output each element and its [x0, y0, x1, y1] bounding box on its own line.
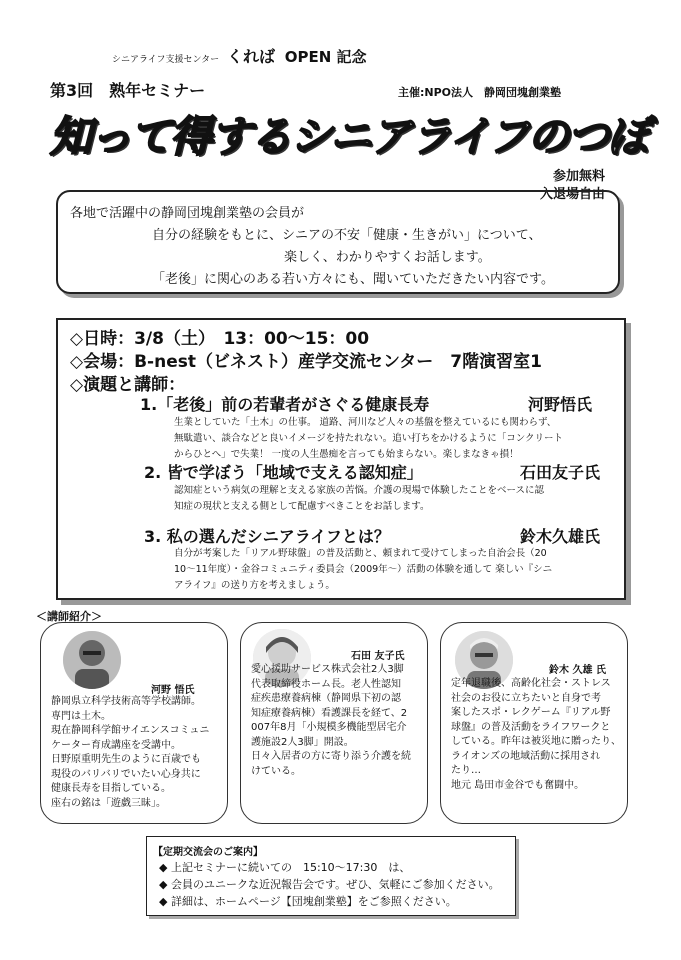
speaker-card-suzuki: [440, 622, 628, 824]
lecture-1-lecturer: 河野悟氏: [528, 395, 593, 414]
meeting-info-box: [146, 836, 516, 916]
event-info-box: [56, 318, 626, 600]
desc-line: 生業としていた「土木」の仕事。 道路、河川など人々の基盤を整えているにも関わらず、: [174, 417, 557, 428]
intro-line-3: 楽しく、わかりやすくお話します。: [284, 250, 491, 265]
center-name: シニアライフ支援センター: [112, 55, 220, 65]
lecture-2-lecturer: 石田友子氏: [520, 463, 601, 482]
lecture-1-desc: [174, 415, 563, 463]
lecture-3-desc: [174, 546, 552, 594]
desc-line: 自分が考案した「リアル野球盤」の普及活動と、頼まれて受けてしまった自治会長（20: [174, 548, 547, 559]
bio-line: ケーター育成講座を受講中。: [51, 739, 181, 751]
bio-line: 代表取締役ホーム長。老人性認知: [251, 678, 401, 690]
lecture-1-title: 1.「老後」前の若輩者がさぐる健康長寿: [140, 395, 430, 414]
speaker-card-kono: [40, 622, 228, 824]
kureba-logo-text: くれば: [226, 47, 275, 66]
bio-line: 座右の銘は「遊戯三昧」。: [51, 797, 166, 809]
speaker-photo: [63, 631, 121, 689]
intro-line-2: 自分の経験をもとに、シニアの不安「健康・生きがい」について、: [152, 228, 542, 243]
bio-line: 007年8月「小規模多機能型居宅介: [251, 722, 407, 733]
speaker-bio: [51, 695, 209, 811]
meeting-item: ◆ 会員のユニークな近況報告会です。ぜひ、気軽にご参加ください。: [159, 878, 500, 891]
bio-line: けている。: [251, 765, 301, 777]
page-title: 知って得するシニアライフのつぼ: [50, 112, 648, 161]
fee-label: 参加無料: [553, 169, 606, 184]
lecture-3-title: 3. 私の選んだシニアライフとは？: [144, 527, 390, 546]
lecture-2-desc: [174, 483, 544, 515]
desc-line: 知症の現状と支える側として配慮すべきことをお話します。: [174, 501, 430, 512]
meeting-item: ◆ 詳細は、ホームページ【団塊創業塾】をご参照ください。: [159, 895, 457, 908]
seminar-number: 第3回 熟年セミナー: [50, 81, 206, 100]
bio-line: 健康長寿を目指している。: [51, 783, 171, 794]
desc-line: 認知症という病気の理解と支える家族の苦悩。介護の現場で体験したことをベースに認: [174, 485, 545, 496]
speaker-bio: [251, 663, 411, 779]
speakers-heading: ＜講師紹介＞: [36, 610, 102, 623]
bio-line: 愛心援助サービス株式会社2人3脚: [251, 664, 404, 675]
open-commemoration: OPEN 記念: [284, 48, 367, 66]
bio-line: 案したスポ・レクゲーム『リアル野: [451, 707, 611, 718]
bio-line: 知症療養病棟）看護課長を経て、2: [251, 707, 408, 719]
event-venue: ◇会場：B-nest（ビネスト）産学交流センター 7階演習室1: [70, 352, 542, 372]
desc-line: 10〜11年度）・金谷コミュニティ委員会（2009年〜）活動の体験を通して 楽しい『シニ: [174, 564, 553, 575]
bio-line: 静岡県立科学技術高等学校講師。: [51, 696, 201, 707]
bio-line: 社会のお役に立ちたいと自身で考: [451, 692, 601, 704]
bio-line: している。昨年は被災地に贈ったり、: [451, 736, 621, 747]
intro-line-1: 各地で活躍中の静岡団塊創業塾の会員が: [70, 206, 305, 221]
bio-line: 日々入居者の方に寄り添う介護を続: [251, 751, 411, 762]
lecture-3-lecturer: 鈴木久雄氏: [520, 527, 601, 546]
speaker-card-ishida: [240, 622, 428, 824]
desc-line: からひとへ」で失業！ 一度の人生愚痴を言っても始まらない。楽しまなきゃ損！: [174, 449, 519, 460]
meeting-item: ◆ 上記セミナーに続いての 15:10〜17:30 は、: [159, 861, 411, 874]
speaker-bio: [451, 677, 621, 793]
intro-line-4: 「老後」に関心のある若い方々にも、聞いていただきたい内容です。: [152, 272, 554, 287]
bio-line: たり…: [451, 765, 481, 776]
bio-line: 地元 島田市金谷でも奮闘中。: [451, 779, 585, 791]
meeting-title: 【定期交流会のご案内】: [153, 847, 263, 858]
speaker-name: 河野 悟氏: [151, 685, 195, 696]
intro-box: [56, 190, 620, 294]
lecture-2-title: 2. 皆で学ぼう「地域で支える認知症」: [144, 463, 423, 482]
desc-line: 無駄遣い、談合などと良いイメージを持たれない。追い打ちをかけるように「コンクリート: [174, 433, 564, 444]
bio-line: 症疾患療養病棟（静岡県下初の認: [251, 693, 401, 704]
event-datetime: ◇日時：3/8（土） 13：00〜15：00: [70, 329, 370, 349]
bio-line: 現役のバリバリでいたい心身共に: [51, 768, 201, 780]
speaker-name: 鈴木 久雄 氏: [549, 665, 606, 676]
bio-line: 現在静岡科学館サイエンスコミュニ: [51, 725, 210, 736]
entry-label: 入退場自由: [540, 187, 606, 202]
bio-line: ライオンズの地域活動に採用され: [451, 750, 601, 762]
bio-line: 専門は土木。: [51, 710, 111, 722]
center-line: [112, 44, 367, 67]
bio-line: 定年退職後、高齢化社会・ストレス: [451, 678, 611, 689]
topics-label: ◇演題と講師：: [70, 375, 186, 395]
bio-line: 護施設2人3脚」開設。: [251, 736, 354, 748]
bio-line: 日野原重明先生のように百歳でも: [51, 754, 201, 765]
desc-line: アライフ』の送り方を考えましょう。: [174, 580, 335, 591]
bio-line: 球盤』の普及活動をライフワークと: [451, 721, 611, 733]
organizer: 主催:NPO法人 静岡団塊創業塾: [398, 86, 562, 99]
speaker-name: 石田 友子氏: [351, 651, 405, 662]
